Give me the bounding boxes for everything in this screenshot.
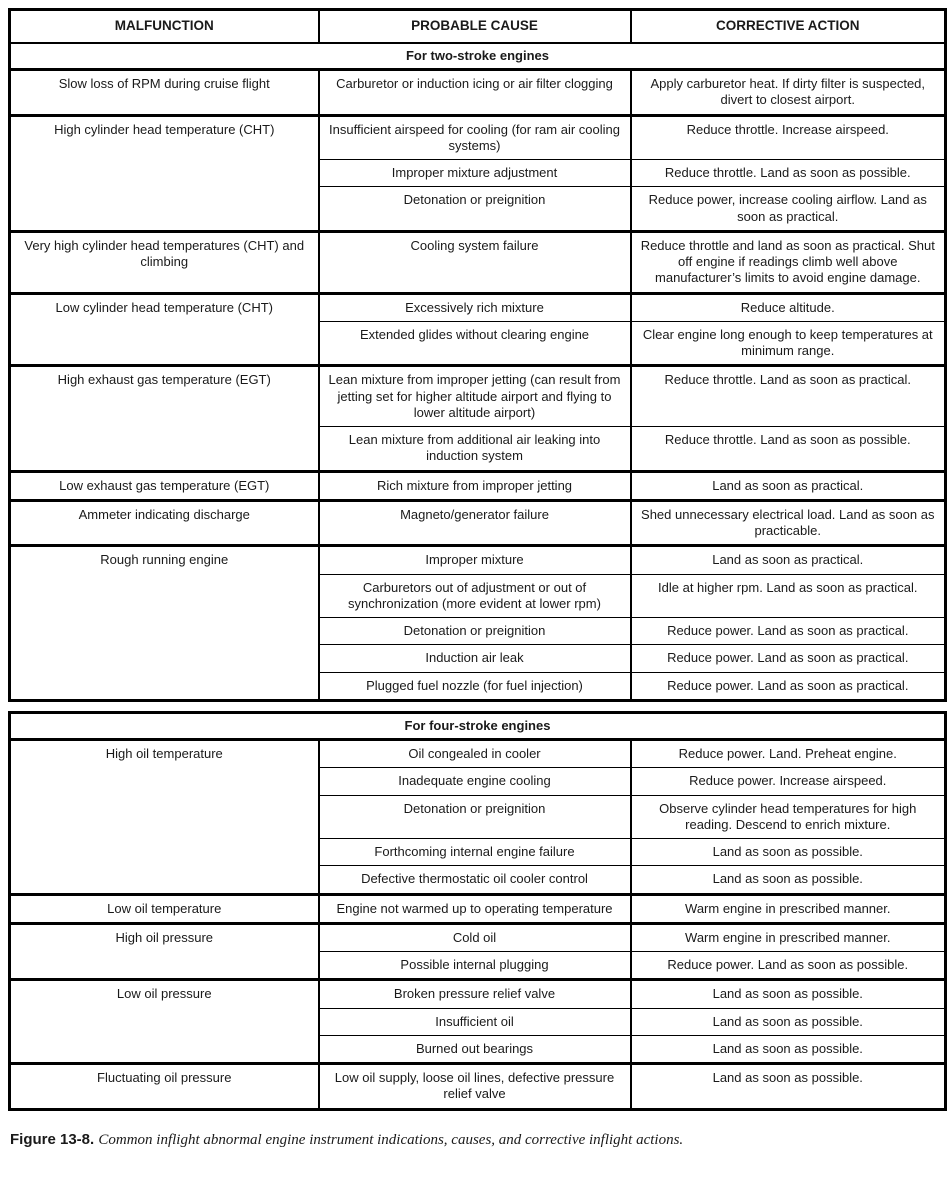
action-cell: Land as soon as possible.	[631, 1008, 946, 1035]
action-cell: Land as soon as possible.	[631, 1035, 946, 1063]
table-row	[10, 923, 946, 951]
cause-cell: Cooling system failure	[319, 231, 631, 293]
action-cell: Reduce altitude.	[631, 293, 946, 321]
column-header-row	[10, 10, 946, 43]
malfunction-cell: Fluctuating oil pressure	[10, 1064, 319, 1110]
section-title-row	[10, 43, 946, 70]
cause-cell: Detonation or preignition	[319, 795, 631, 839]
malfunction-cell: Ammeter indicating discharge	[10, 500, 319, 546]
malfunction-cell: Low cylinder head temperature (CHT)	[10, 293, 319, 366]
cause-cell: Plugged fuel nozzle (for fuel injection)	[319, 672, 631, 700]
malfunction-cell: High oil temperature	[10, 740, 319, 895]
cause-cell: Insufficient airspeed for cooling (for ram air cooling systems)	[319, 115, 631, 160]
table-row	[10, 70, 946, 116]
column-header-0: MALFUNCTION	[10, 10, 319, 43]
cause-cell: Lean mixture from additional air leaking into induction system	[319, 427, 631, 472]
malfunction-cell: High exhaust gas temperature (EGT)	[10, 366, 319, 471]
action-cell: Reduce power. Land as soon as possible.	[631, 952, 946, 980]
cause-cell: Cold oil	[319, 923, 631, 951]
figure-caption-label: Figure 13-8.	[10, 1130, 95, 1148]
cause-cell: Engine not warmed up to operating temperature	[319, 894, 631, 923]
table-row	[10, 894, 946, 923]
cause-cell: Detonation or preignition	[319, 618, 631, 645]
table-row	[10, 980, 946, 1008]
cause-cell: Lean mixture from improper jetting (can result from jetting set for higher altitude airport and flying to lower altitude airport)	[319, 366, 631, 427]
table-row	[10, 366, 946, 427]
cause-cell: Rich mixture from improper jetting	[319, 471, 631, 500]
malfunction-cell: Low exhaust gas temperature (EGT)	[10, 471, 319, 500]
action-cell: Land as soon as possible.	[631, 1064, 946, 1110]
malfunction-cell: High cylinder head temperature (CHT)	[10, 115, 319, 231]
action-cell: Land as soon as possible.	[631, 866, 946, 894]
section-title: For four-stroke engines	[10, 712, 946, 739]
figure-caption-text: Common inflight abnormal engine instrument indications, causes, and corrective inflight actions.	[98, 1131, 684, 1148]
action-cell: Shed unnecessary electrical load. Land as soon as practicable.	[631, 500, 946, 546]
figure-caption	[10, 1131, 944, 1149]
cause-cell: Low oil supply, loose oil lines, defective pressure relief valve	[319, 1064, 631, 1110]
table-row	[10, 471, 946, 500]
table-row	[10, 293, 946, 321]
cause-cell: Carburetor or induction icing or air filter clogging	[319, 70, 631, 116]
cause-cell: Inadequate engine cooling	[319, 768, 631, 795]
action-cell: Reduce power. Increase airspeed.	[631, 768, 946, 795]
section-title-row	[10, 712, 946, 739]
action-cell: Reduce throttle and land as soon as practical. Shut off engine if readings climb well above manufacturer’s limits to avoid engine damage.	[631, 231, 946, 293]
action-cell: Land as soon as possible.	[631, 980, 946, 1008]
action-cell: Reduce throttle. Land as soon as possible.	[631, 160, 946, 187]
action-cell: Land as soon as practical.	[631, 546, 946, 574]
cause-cell: Improper mixture adjustment	[319, 160, 631, 187]
column-header-2: CORRECTIVE ACTION	[631, 10, 946, 43]
table-row	[10, 546, 946, 574]
four-stroke-engines-table	[8, 711, 947, 1111]
cause-cell: Defective thermostatic oil cooler control	[319, 866, 631, 894]
malfunction-cell: Low oil pressure	[10, 980, 319, 1064]
action-cell: Land as soon as possible.	[631, 839, 946, 866]
table-row	[10, 231, 946, 293]
action-cell: Reduce throttle. Land as soon as practical.	[631, 366, 946, 427]
table-row	[10, 1064, 946, 1110]
malfunction-cell: Rough running engine	[10, 546, 319, 701]
action-cell: Warm engine in prescribed manner.	[631, 894, 946, 923]
cause-cell: Insufficient oil	[319, 1008, 631, 1035]
cause-cell: Magneto/generator failure	[319, 500, 631, 546]
action-cell: Reduce power, increase cooling airflow. Land as soon as practical.	[631, 187, 946, 232]
malfunction-cell: Slow loss of RPM during cruise flight	[10, 70, 319, 116]
malfunction-cell: Very high cylinder head temperatures (CHT) and climbing	[10, 231, 319, 293]
action-cell: Idle at higher rpm. Land as soon as practical.	[631, 574, 946, 618]
action-cell: Reduce power. Land. Preheat engine.	[631, 740, 946, 768]
malfunction-cell: High oil pressure	[10, 923, 319, 980]
cause-cell: Broken pressure relief valve	[319, 980, 631, 1008]
malfunction-cell: Low oil temperature	[10, 894, 319, 923]
cause-cell: Detonation or preignition	[319, 187, 631, 232]
action-cell: Land as soon as practical.	[631, 471, 946, 500]
action-cell: Warm engine in prescribed manner.	[631, 923, 946, 951]
table-row	[10, 500, 946, 546]
two-stroke-engines-table	[8, 8, 947, 702]
table-row	[10, 740, 946, 768]
cause-cell: Induction air leak	[319, 645, 631, 672]
cause-cell: Possible internal plugging	[319, 952, 631, 980]
action-cell: Clear engine long enough to keep temperatures at minimum range.	[631, 321, 946, 366]
action-cell: Reduce throttle. Increase airspeed.	[631, 115, 946, 160]
cause-cell: Forthcoming internal engine failure	[319, 839, 631, 866]
column-header-1: PROBABLE CAUSE	[319, 10, 631, 43]
section-title: For two-stroke engines	[10, 43, 946, 70]
cause-cell: Excessively rich mixture	[319, 293, 631, 321]
action-cell: Observe cylinder head temperatures for high reading. Descend to enrich mixture.	[631, 795, 946, 839]
action-cell: Reduce power. Land as soon as practical.	[631, 618, 946, 645]
cause-cell: Extended glides without clearing engine	[319, 321, 631, 366]
action-cell: Reduce throttle. Land as soon as possible.	[631, 427, 946, 472]
cause-cell: Carburetors out of adjustment or out of synchronization (more evident at lower rpm)	[319, 574, 631, 618]
cause-cell: Burned out bearings	[319, 1035, 631, 1063]
cause-cell: Improper mixture	[319, 546, 631, 574]
tables-container	[8, 8, 944, 1111]
action-cell: Reduce power. Land as soon as practical.	[631, 645, 946, 672]
table-row	[10, 115, 946, 160]
action-cell: Reduce power. Land as soon as practical.	[631, 672, 946, 700]
action-cell: Apply carburetor heat. If dirty filter is suspected, divert to closest airport.	[631, 70, 946, 116]
cause-cell: Oil congealed in cooler	[319, 740, 631, 768]
